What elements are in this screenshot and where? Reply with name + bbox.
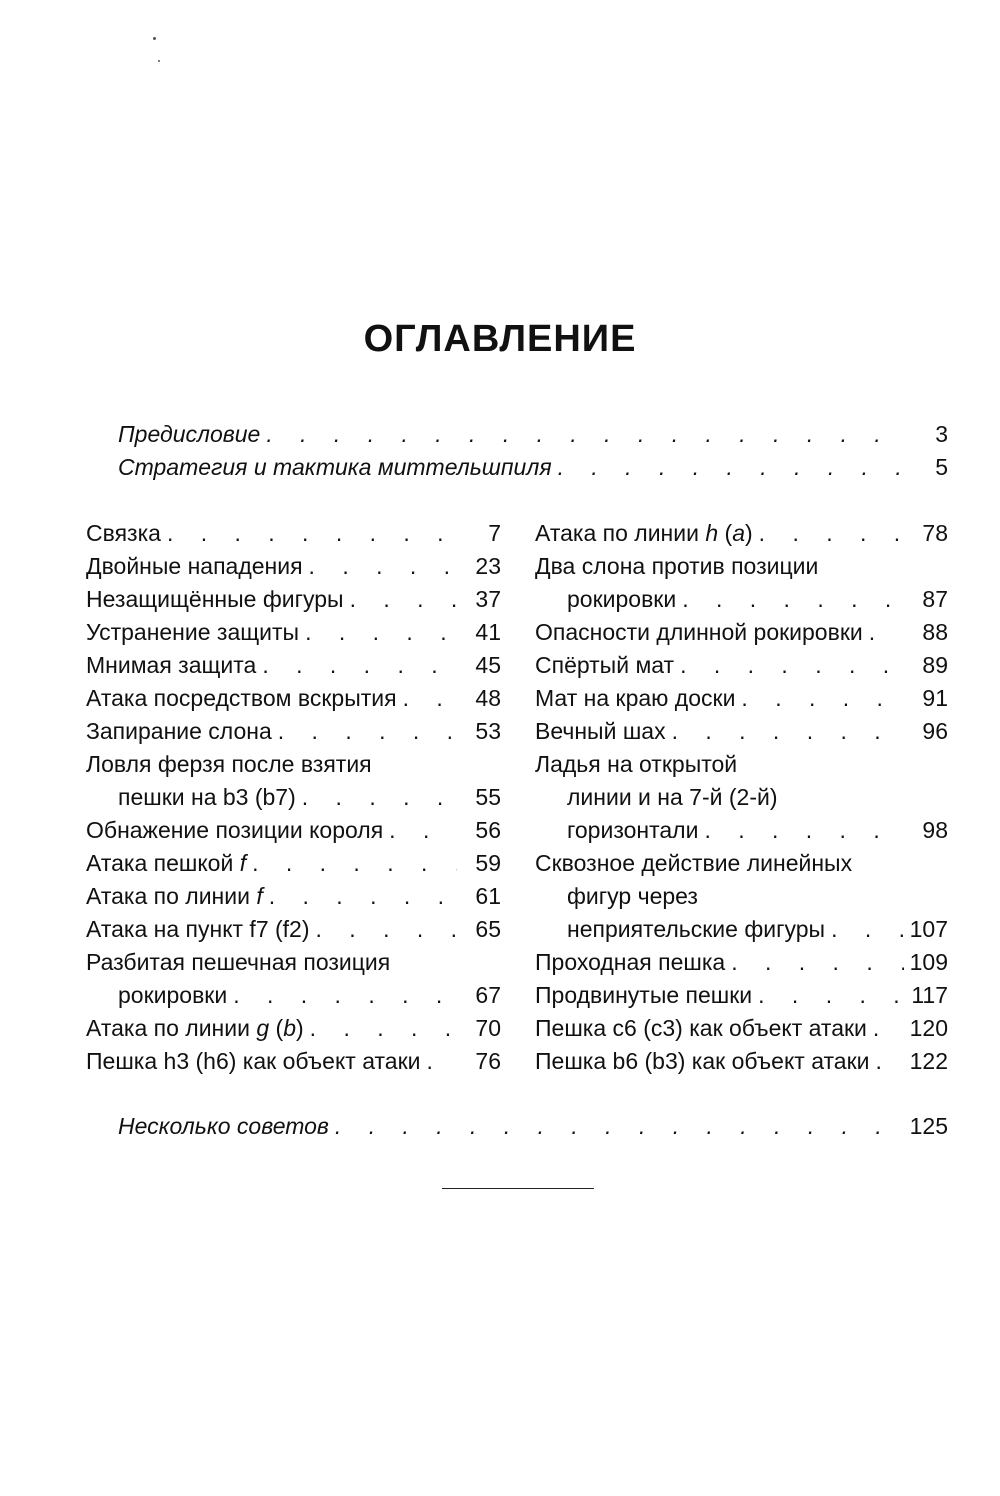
leader-dots xyxy=(552,451,904,483)
toc-entry[interactable] xyxy=(86,517,501,549)
toc-entry-label-file: a xyxy=(732,520,745,546)
toc-entry-label[interactable]: Два слона против позиции xyxy=(535,553,819,579)
toc-entry-advice[interactable] xyxy=(118,1110,948,1142)
toc-entry-label: Обнажение позиции короля xyxy=(86,817,384,843)
toc-entry-label: рокировки xyxy=(118,982,228,1008)
toc-entry-label: рокировки xyxy=(567,586,677,612)
toc-entry-label: Продвинутые пешки xyxy=(535,982,753,1008)
toc-entry[interactable] xyxy=(535,649,948,681)
toc-entry[interactable] xyxy=(535,979,948,1011)
closing-rule xyxy=(442,1188,594,1189)
leader-dots xyxy=(299,616,457,648)
toc-entry[interactable] xyxy=(86,847,501,879)
toc-entry-page: 56 xyxy=(475,817,501,843)
toc-entry[interactable] xyxy=(567,913,948,945)
toc-entry-label-file: b xyxy=(283,1015,296,1041)
toc-entry[interactable] xyxy=(86,682,501,714)
toc-entry[interactable] xyxy=(86,913,501,945)
leader-dots xyxy=(867,1012,904,1044)
toc-entry-label-file: h xyxy=(705,520,719,546)
toc-entry-label[interactable]: Разбитая пешечная позиция xyxy=(86,949,391,975)
toc-entry[interactable] xyxy=(86,649,501,681)
toc-entry-page: 65 xyxy=(475,916,501,942)
toc-entry[interactable] xyxy=(86,715,501,747)
leader-dots xyxy=(329,1110,904,1142)
toc-entry-label: Атака по линии xyxy=(86,883,257,909)
toc-entry-label: Опасности длинной рокировки xyxy=(535,619,863,645)
toc-entry-page: 7 xyxy=(488,520,501,546)
leader-dots xyxy=(161,517,457,549)
toc-entry[interactable] xyxy=(86,550,501,582)
toc-entry[interactable] xyxy=(86,880,501,912)
toc-entry-page: 88 xyxy=(922,619,948,645)
toc-entry-strategy[interactable] xyxy=(118,451,948,483)
toc-entry-label: Мат на краю доски xyxy=(535,685,736,711)
toc-entry[interactable] xyxy=(86,1045,501,1077)
toc-entry-label: Устранение защиты xyxy=(86,619,300,645)
toc-entry-page: 59 xyxy=(475,850,501,876)
toc-entry[interactable] xyxy=(535,517,948,549)
toc-entry[interactable] xyxy=(86,616,501,648)
leader-dots xyxy=(725,946,904,978)
toc-entry[interactable] xyxy=(535,682,948,714)
leader-dots xyxy=(869,1045,904,1077)
leader-dots xyxy=(674,649,904,681)
leader-dots xyxy=(676,583,904,615)
toc-entry-label: Атака на пункт f7 (f2) xyxy=(86,916,310,942)
toc-entry-preface[interactable] xyxy=(118,418,948,450)
toc-entry-page: 89 xyxy=(922,652,948,678)
toc-entry-label-paren: ( xyxy=(269,1015,284,1041)
toc-entry-label: Пешка h3 (h6) как объект атаки xyxy=(86,1048,421,1074)
toc-entry-label: Несколько советов xyxy=(118,1113,329,1139)
toc-entry-label: Атака пешкой xyxy=(86,850,240,876)
toc-entry[interactable] xyxy=(535,715,948,747)
toc-entry-label-file: f xyxy=(239,850,247,876)
toc-entry-label: Атака по линии xyxy=(535,520,706,546)
toc-entry-label: неприятельские фигуры xyxy=(567,916,826,942)
toc-entry-label[interactable]: Ладья на открытой xyxy=(535,751,738,777)
leader-dots xyxy=(246,847,457,879)
toc-entry-label[interactable]: линии и на 7-й (2-й) xyxy=(567,784,778,810)
scan-speck xyxy=(153,37,156,40)
toc-entry-page: 125 xyxy=(909,1113,948,1139)
leader-dots xyxy=(420,1045,457,1077)
toc-entry-label: Проходная пешка xyxy=(535,949,726,975)
toc-entry-page: 109 xyxy=(909,949,948,975)
toc-entry-page: 76 xyxy=(475,1048,501,1074)
toc-entry-label: Незащищённые фигуры xyxy=(86,586,344,612)
toc-entry[interactable] xyxy=(567,583,948,615)
toc-entry-label-paren: ) xyxy=(296,1015,304,1041)
toc-entry-page: 53 xyxy=(475,718,501,744)
toc-entry-label-file: g xyxy=(256,1015,270,1041)
toc-entry[interactable] xyxy=(535,616,948,648)
toc-entry-label[interactable]: фигур через xyxy=(567,883,698,909)
leader-dots xyxy=(383,814,457,846)
toc-entry-page: 91 xyxy=(922,685,948,711)
toc-entry[interactable] xyxy=(535,1012,948,1044)
toc-entry-label: Спёртый мат xyxy=(535,652,675,678)
toc-entry-label[interactable]: Сквозное действие линейных xyxy=(535,850,853,876)
leader-dots xyxy=(698,814,904,846)
leader-dots xyxy=(227,979,457,1011)
toc-entry-page: 98 xyxy=(922,817,948,843)
page-title: ОГЛАВЛЕНИЕ xyxy=(363,318,637,360)
leader-dots xyxy=(825,913,904,945)
toc-entry-page: 117 xyxy=(911,982,948,1008)
toc-entry-page: 23 xyxy=(475,553,501,579)
toc-entry-page: 107 xyxy=(909,916,948,942)
toc-entry-page: 87 xyxy=(922,586,948,612)
leader-dots xyxy=(272,715,457,747)
leader-dots xyxy=(263,880,457,912)
leader-dots xyxy=(666,715,904,747)
toc-entry[interactable] xyxy=(118,979,501,1011)
toc-entry-page: 5 xyxy=(935,454,948,480)
toc-entry-page: 55 xyxy=(475,784,501,810)
leader-dots xyxy=(344,583,457,615)
toc-entry-label: горизонтали xyxy=(567,817,699,843)
toc-entry-page: 67 xyxy=(475,982,501,1008)
toc-entry-label-file: f xyxy=(256,883,263,909)
toc-entry-page: 78 xyxy=(922,520,948,546)
leader-dots xyxy=(752,979,904,1011)
toc-entry-page: 96 xyxy=(922,718,948,744)
toc-entry-page: 37 xyxy=(475,586,501,612)
toc-entry-label: Атака по линии xyxy=(86,1015,257,1041)
toc-entry-label: Связка xyxy=(86,520,161,546)
toc-entry-label-paren: ) xyxy=(745,520,753,546)
toc-entry[interactable] xyxy=(86,583,501,615)
toc-entry-page: 61 xyxy=(475,883,501,909)
leader-dots xyxy=(303,550,457,582)
toc-entry-page: 48 xyxy=(475,685,501,711)
toc-entry[interactable] xyxy=(86,1012,501,1044)
leader-dots xyxy=(256,649,457,681)
toc-entry-label: Предисловие xyxy=(118,421,261,447)
toc-entry[interactable] xyxy=(535,1045,948,1077)
toc-entry-label: Атака посредством вскрытия xyxy=(86,685,397,711)
toc-entry-label: пешки на b3 (b7) xyxy=(118,784,296,810)
toc-entry-label: Мнимая защита xyxy=(86,652,257,678)
leader-dots xyxy=(753,517,904,549)
leader-dots xyxy=(863,616,904,648)
toc-entry-label[interactable]: Ловля ферзя после взятия xyxy=(86,751,372,777)
toc-entry-label: Пешка c6 (c3) как объект атаки xyxy=(535,1015,867,1041)
toc-entry[interactable] xyxy=(86,814,501,846)
toc-entry-page: 3 xyxy=(935,421,948,447)
toc-entry-page: 70 xyxy=(475,1015,501,1041)
leader-dots xyxy=(260,418,904,450)
toc-entry-label-paren: ( xyxy=(718,520,733,546)
toc-entry-page: 120 xyxy=(909,1015,948,1041)
toc-entry-label: Пешка b6 (b3) как объект атаки xyxy=(535,1048,870,1074)
leader-dots xyxy=(735,682,904,714)
toc-entry-label: Запирание слона xyxy=(86,718,272,744)
toc-entry-page: 45 xyxy=(475,652,501,678)
toc-entry-page: 122 xyxy=(909,1048,948,1074)
toc-entry[interactable] xyxy=(567,814,948,846)
toc-entry-label: Вечный шах xyxy=(535,718,666,744)
toc-entry[interactable] xyxy=(118,781,501,813)
leader-dots xyxy=(310,913,457,945)
leader-dots xyxy=(304,1012,457,1044)
scan-speck xyxy=(158,60,160,62)
toc-entry[interactable] xyxy=(535,946,948,978)
toc-entry-label: Двойные нападения xyxy=(86,553,303,579)
toc-entry-page: 41 xyxy=(475,619,501,645)
toc-entry-label: Стратегия и тактика миттельшпиля xyxy=(118,454,552,480)
leader-dots xyxy=(296,781,457,813)
leader-dots xyxy=(397,682,457,714)
